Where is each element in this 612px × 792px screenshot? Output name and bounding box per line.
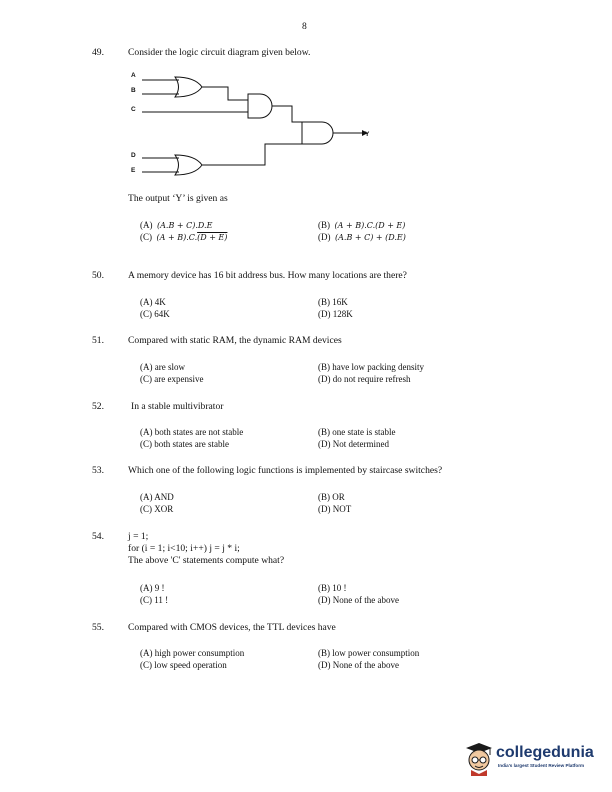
q53-option-c: (C) XOR	[140, 504, 174, 514]
q53-option-a: (A) AND	[140, 492, 174, 502]
wire-and1-out	[272, 106, 302, 122]
q50-option-b: (B) 16K	[318, 297, 348, 307]
q55-number: 55.	[92, 622, 104, 633]
q49-option-a-text: (A.B + C).D.E	[157, 221, 213, 230]
or-gate-1	[175, 77, 202, 97]
label-b: B	[131, 87, 136, 94]
q54-option-d: (D) None of the above	[318, 595, 399, 605]
q52-number: 52.	[92, 401, 104, 412]
q52-option-d: (D) Not determined	[318, 439, 389, 449]
q53-option-d: (D) NOT	[318, 504, 352, 514]
q52-option-c: (C) both states are stable	[140, 439, 229, 449]
q54-option-c: (C) 11 !	[140, 595, 169, 605]
q50-option-d: (D) 128K	[318, 309, 353, 319]
q51-text: Compared with static RAM, the dynamic RAM devices	[128, 335, 342, 346]
q52-option-a: (A) both states are not stable	[140, 427, 244, 437]
label-a: A	[131, 72, 136, 79]
wire-or1-out	[202, 87, 248, 100]
logo-tagline: India's largest Student Review Platform	[498, 763, 585, 768]
q49-option-a	[140, 220, 212, 232]
q55-option-a: (A) high power consumption	[140, 648, 245, 658]
q50-number: 50.	[92, 270, 104, 281]
q54-option-a: (A) 9 !	[140, 583, 165, 593]
q55-option-c: (C) low speed operation	[140, 660, 227, 670]
mascot-icon	[462, 740, 496, 776]
q53-text: Which one of the following logic functions is implemented by staircase switches?	[128, 465, 443, 476]
q55-text: Compared with CMOS devices, the TTL devices have	[128, 622, 336, 633]
q50-option-c: (C) 64K	[140, 309, 170, 319]
q49-option-a-label: (A)	[140, 220, 153, 230]
and-gate-2	[302, 122, 333, 144]
q49-option-c-overline: (D + E)	[197, 233, 228, 242]
q55-option-b: (B) low power consumption	[318, 648, 420, 658]
or-gate-2	[175, 155, 202, 175]
q49-option-d	[318, 232, 406, 244]
q49-number: 49.	[92, 47, 104, 58]
q50-option-a: (A) 4K	[140, 297, 166, 307]
q51-option-a: (A) are slow	[140, 362, 185, 372]
q54-line3: The above 'C' statements compute what?	[128, 555, 285, 566]
q49-option-b-label: (B)	[318, 220, 330, 230]
q52-text: In a stable multivibrator	[131, 401, 224, 412]
q54-line2: for (i = 1; i<10; i++) j = j * i;	[128, 543, 240, 554]
q51-number: 51.	[92, 335, 104, 346]
q49-option-d-label: (D)	[318, 232, 331, 242]
q49-option-d-text: (A.B + C) + (D.E)	[335, 233, 406, 242]
q49-option-c	[140, 232, 227, 244]
label-y: Y	[365, 131, 370, 138]
q51-option-d: (D) do not require refresh	[318, 374, 411, 384]
q50-text: A memory device has 16 bit address bus. How many locations are there?	[128, 270, 407, 281]
q53-number: 53.	[92, 465, 104, 476]
q49-option-b	[318, 220, 405, 232]
q51-option-c: (C) are expensive	[140, 374, 204, 384]
collegedunia-logo	[462, 738, 602, 778]
wire-or2-out	[202, 144, 302, 165]
q53-option-b: (B) OR	[318, 492, 345, 502]
q54-line1: j = 1;	[128, 531, 149, 542]
q55-option-d: (D) None of the above	[318, 660, 399, 670]
q49-option-b-text: (A + B).C.(D + E)	[334, 221, 406, 230]
q54-option-b: (B) 10 !	[318, 583, 347, 593]
q52-option-b: (B) one state is stable	[318, 427, 396, 437]
page-number: 8	[302, 21, 307, 32]
q49-subtext: The output ‘Y’ is given as	[128, 193, 228, 204]
and-gate-1	[248, 94, 272, 118]
q49-option-c-text: (A + B).C.	[156, 233, 198, 242]
label-c: C	[131, 106, 136, 113]
q54-number: 54.	[92, 531, 104, 542]
logo-name: collegedunia	[496, 744, 594, 761]
label-d: D	[131, 152, 136, 159]
label-e: E	[131, 167, 136, 174]
q49-option-c-label: (C)	[140, 232, 152, 242]
q49-text: Consider the logic circuit diagram given below.	[128, 47, 311, 58]
q51-option-b: (B) have low packing density	[318, 362, 424, 372]
